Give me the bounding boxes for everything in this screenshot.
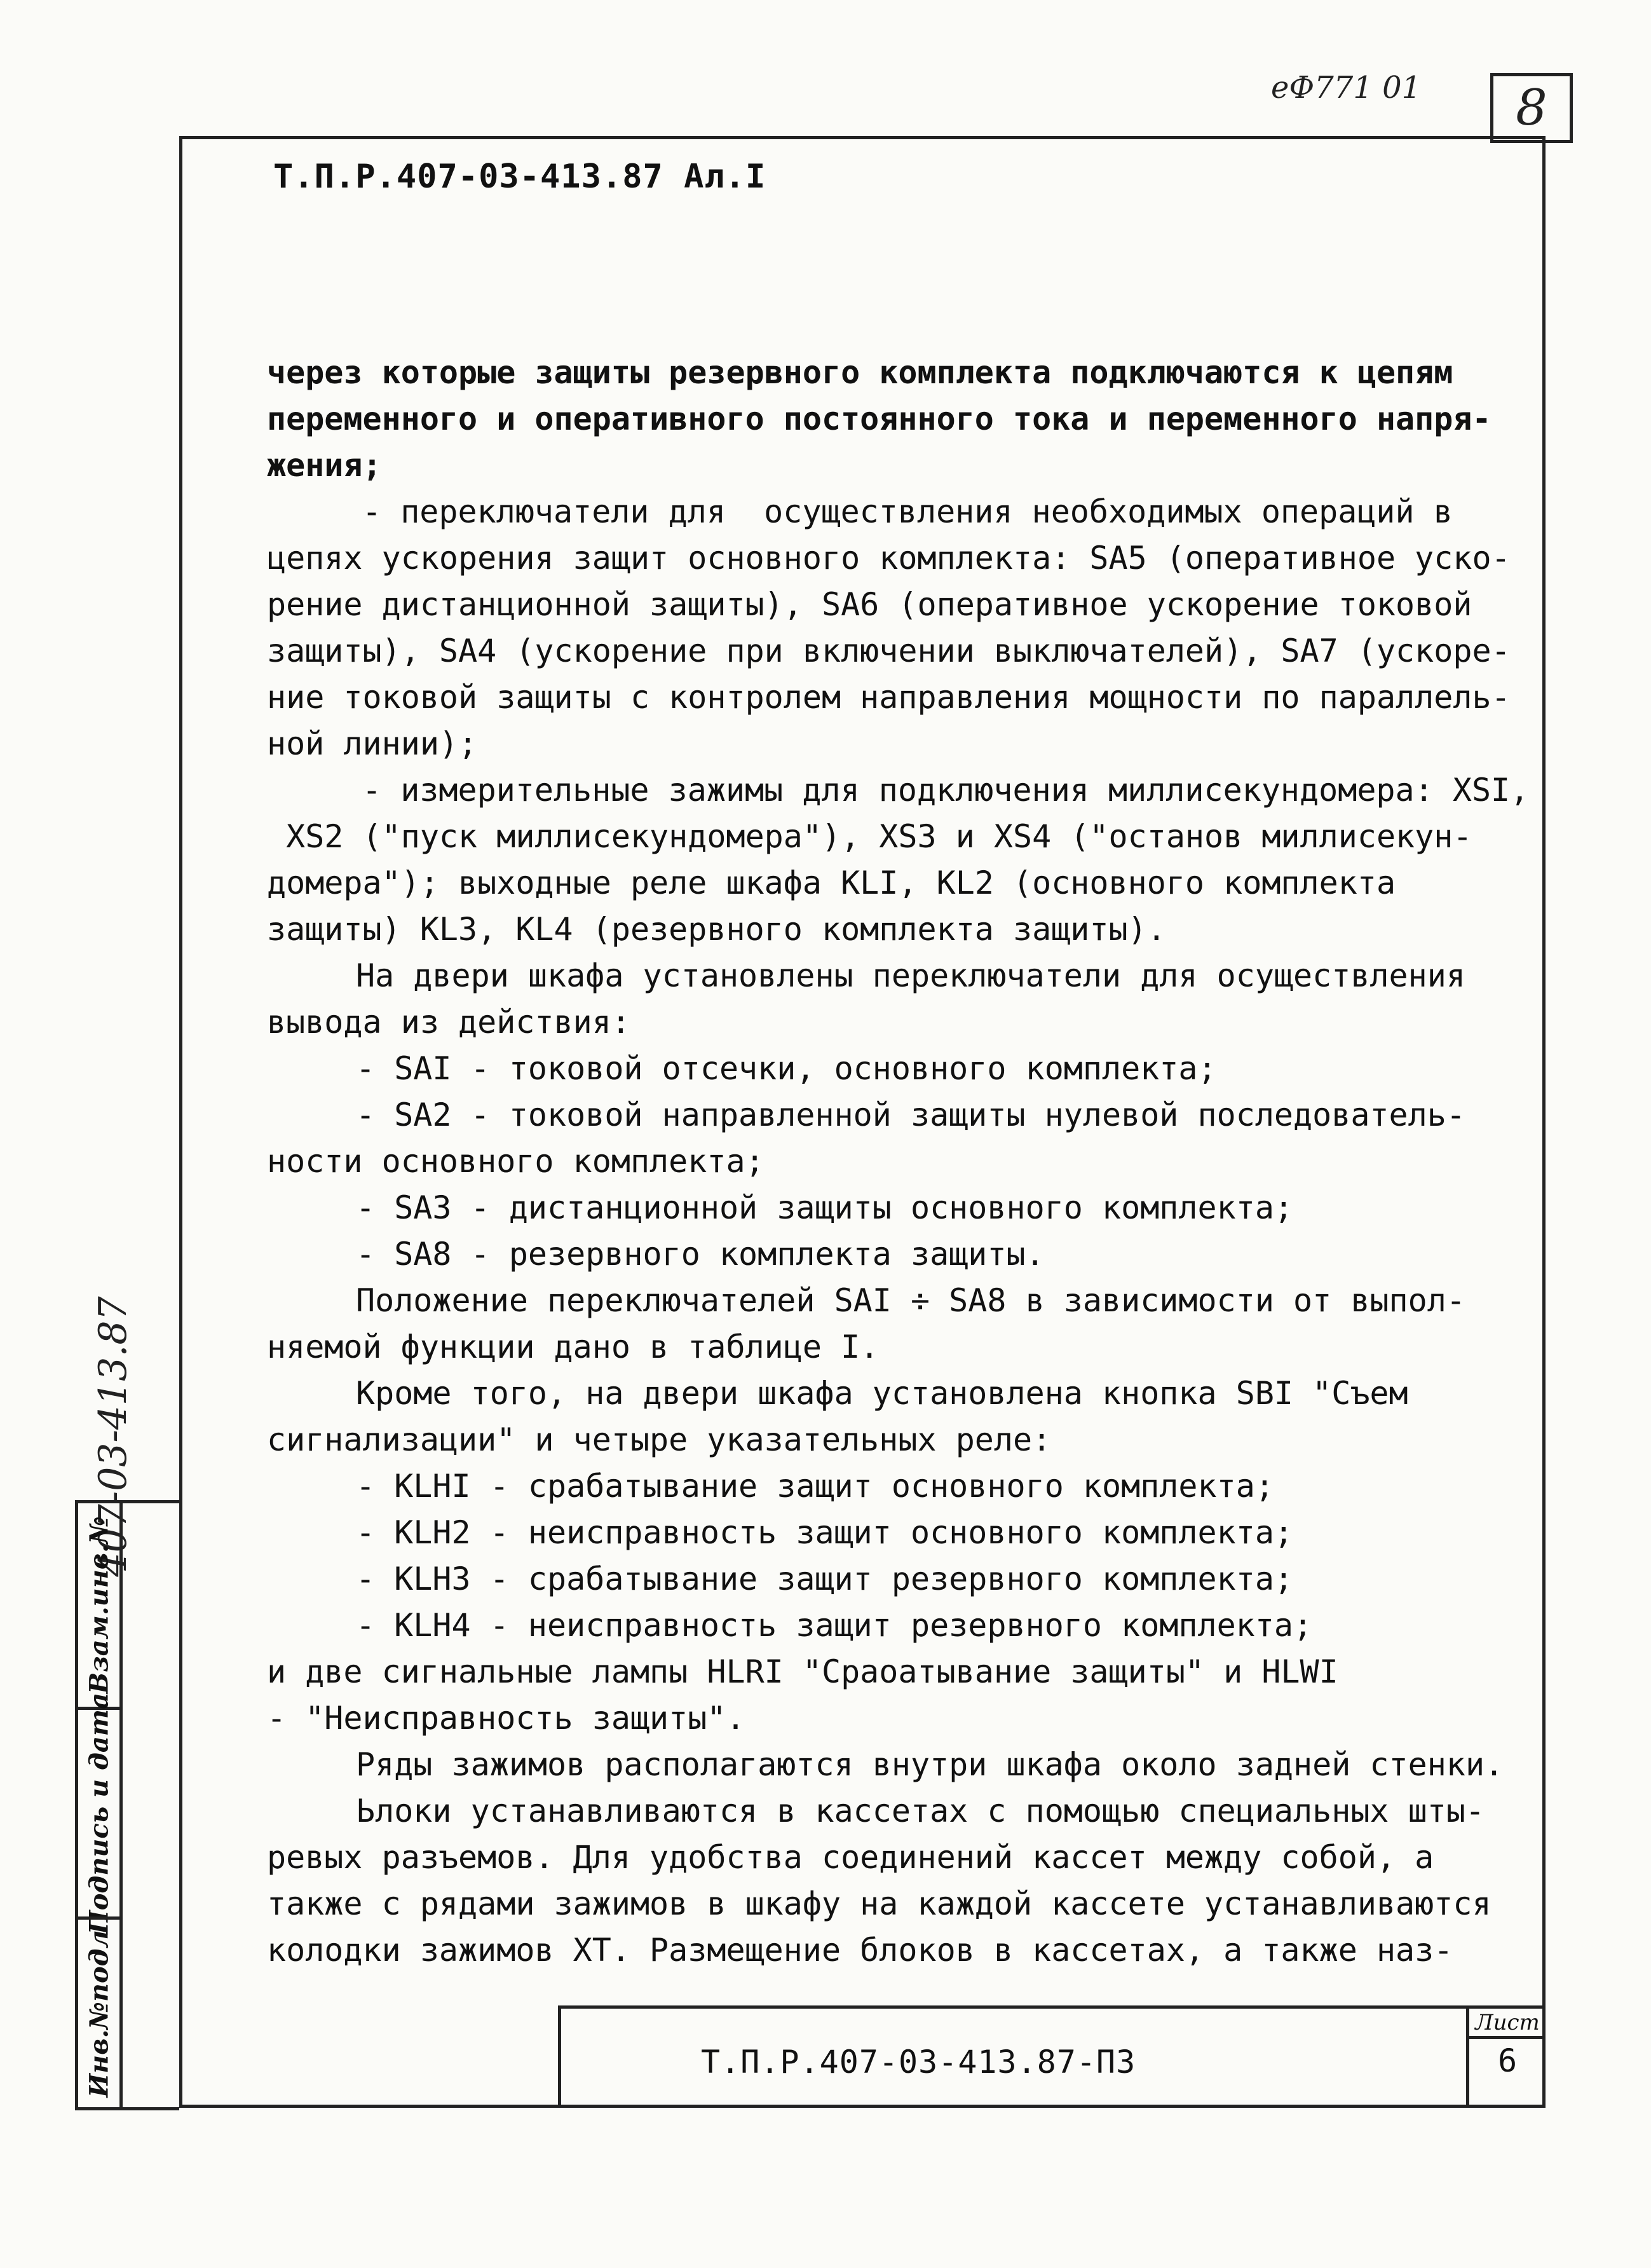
stamp-label: Взам.инв.№ — [84, 1516, 114, 1694]
text-line: ной линии); — [267, 725, 478, 762]
stamp-cell-signature — [78, 1692, 123, 1934]
text-line: - переключатели для осуществления необходимых операций в — [362, 493, 1453, 530]
text-line: ности основного комплекта; — [267, 1143, 764, 1180]
text-line: Ьлоки устанавливаются в кассетах с помощью специальных шты- — [356, 1793, 1485, 1829]
text-line: Положение переключателей SAI ÷ SA8 в зависимости от выпол- — [356, 1282, 1465, 1319]
stamp-column — [75, 1500, 179, 2110]
text-line: - SAI - токовой отсечки, основного комплекта; — [356, 1050, 1217, 1087]
text-line: - KLH4 - неисправность защит резервного комплекта; — [356, 1607, 1313, 1644]
text-line: и две сигнальные лампы HLRI "Сраоатывание защиты" и HLWI — [267, 1653, 1338, 1690]
text-line: рение дистанционной защиты), SA6 (оперативное ускорение токовой — [267, 586, 1472, 623]
text-line: защиты) KL3, KL4 (резервного комплекта защиты). — [267, 911, 1166, 948]
text-line: - KLHI - срабатывание защит основного комплекта; — [356, 1468, 1274, 1505]
stamp-label: Подпись и дата — [84, 1692, 114, 1934]
text-line: жения; — [267, 447, 382, 484]
text-line: ние токовой защиты с контролем направления мощности по параллель- — [267, 679, 1511, 716]
text-line: переменного и оперативного постоянного тока и переменного напря- — [267, 400, 1491, 437]
sheet-label: Лист — [1469, 2009, 1546, 2039]
stamp-label: Инв.№подл — [84, 1929, 114, 2098]
title-block — [558, 2005, 1546, 2108]
text-line: На двери шкафа установлены переключатели для осуществления — [356, 957, 1465, 994]
text-line: сигнализации" и четыре указательных реле: — [267, 1421, 1052, 1458]
sheet-cell — [1466, 2009, 1546, 2108]
text-line: цепях ускорения защит основного комплекта: SA5 (оперативное уско- — [267, 540, 1511, 577]
text-line: - SA3 - дистанционной защиты основного комплекта; — [356, 1189, 1294, 1226]
archive-code: еФ771 01 — [1271, 70, 1422, 106]
text-line: Кроме того, на двери шкафа установлена кнопка SBI "Съем — [356, 1375, 1408, 1412]
text-line: - "Неисправность защиты". — [267, 1700, 745, 1737]
text-line: няемой функции дано в таблице I. — [267, 1329, 880, 1365]
page-number-box: 8 — [1490, 73, 1573, 143]
text-line: - SA2 - токовой направленной защиты нулевой последователь- — [356, 1096, 1465, 1133]
text-line: ревых разъемов. Для удобства соединений кассет между собой, а — [267, 1839, 1434, 1876]
text-line: XS2 ("пуск миллисекундомера"), XS3 и XS4 ("останов миллисекун- — [267, 818, 1472, 855]
text-line: домера"); выходные реле шкафа KLI, KL2 (основного комплекта — [267, 864, 1396, 901]
body-text — [267, 350, 1532, 1974]
text-line: - измерительные зажимы для подключения миллисекундомера: XSI, — [362, 772, 1530, 809]
text-line: Ряды зажимов располагаются внутри шкафа около задней стенки. — [356, 1746, 1504, 1783]
margin-note-text: 407-03-413.87 — [91, 1296, 135, 1577]
text-line: также с рядами зажимов в шкафу на каждой кассете устанавливаются — [267, 1885, 1491, 1922]
text-line: защиты), SA4 (ускорение при включении выключателей), SA7 (ускоре- — [267, 632, 1511, 669]
stamp-cell-inventory — [78, 1916, 123, 2107]
text-line: через которые защиты резервного комплекта подключаются к цепям — [267, 354, 1453, 391]
stamp-cell-replacement — [78, 1503, 123, 1707]
document-header: Т.П.Р.407-03-413.87 Ал.I — [273, 158, 766, 196]
text-line: - KLH2 - неисправность защит основного комплекта; — [356, 1514, 1294, 1551]
text-line: колодки зажимов XT. Размещение блоков в кассетах, а также наз- — [267, 1932, 1453, 1969]
title-block-code: Т.П.Р.407-03-413.87-П3 — [701, 2044, 1136, 2080]
text-line: вывода из действия: — [267, 1004, 630, 1041]
text-line: - SA8 - резервного комплекта защиты. — [356, 1236, 1045, 1273]
text-line: - KLH3 - срабатывание защит резервного комплекта; — [356, 1561, 1294, 1597]
sheet-number: 6 — [1497, 2042, 1518, 2079]
